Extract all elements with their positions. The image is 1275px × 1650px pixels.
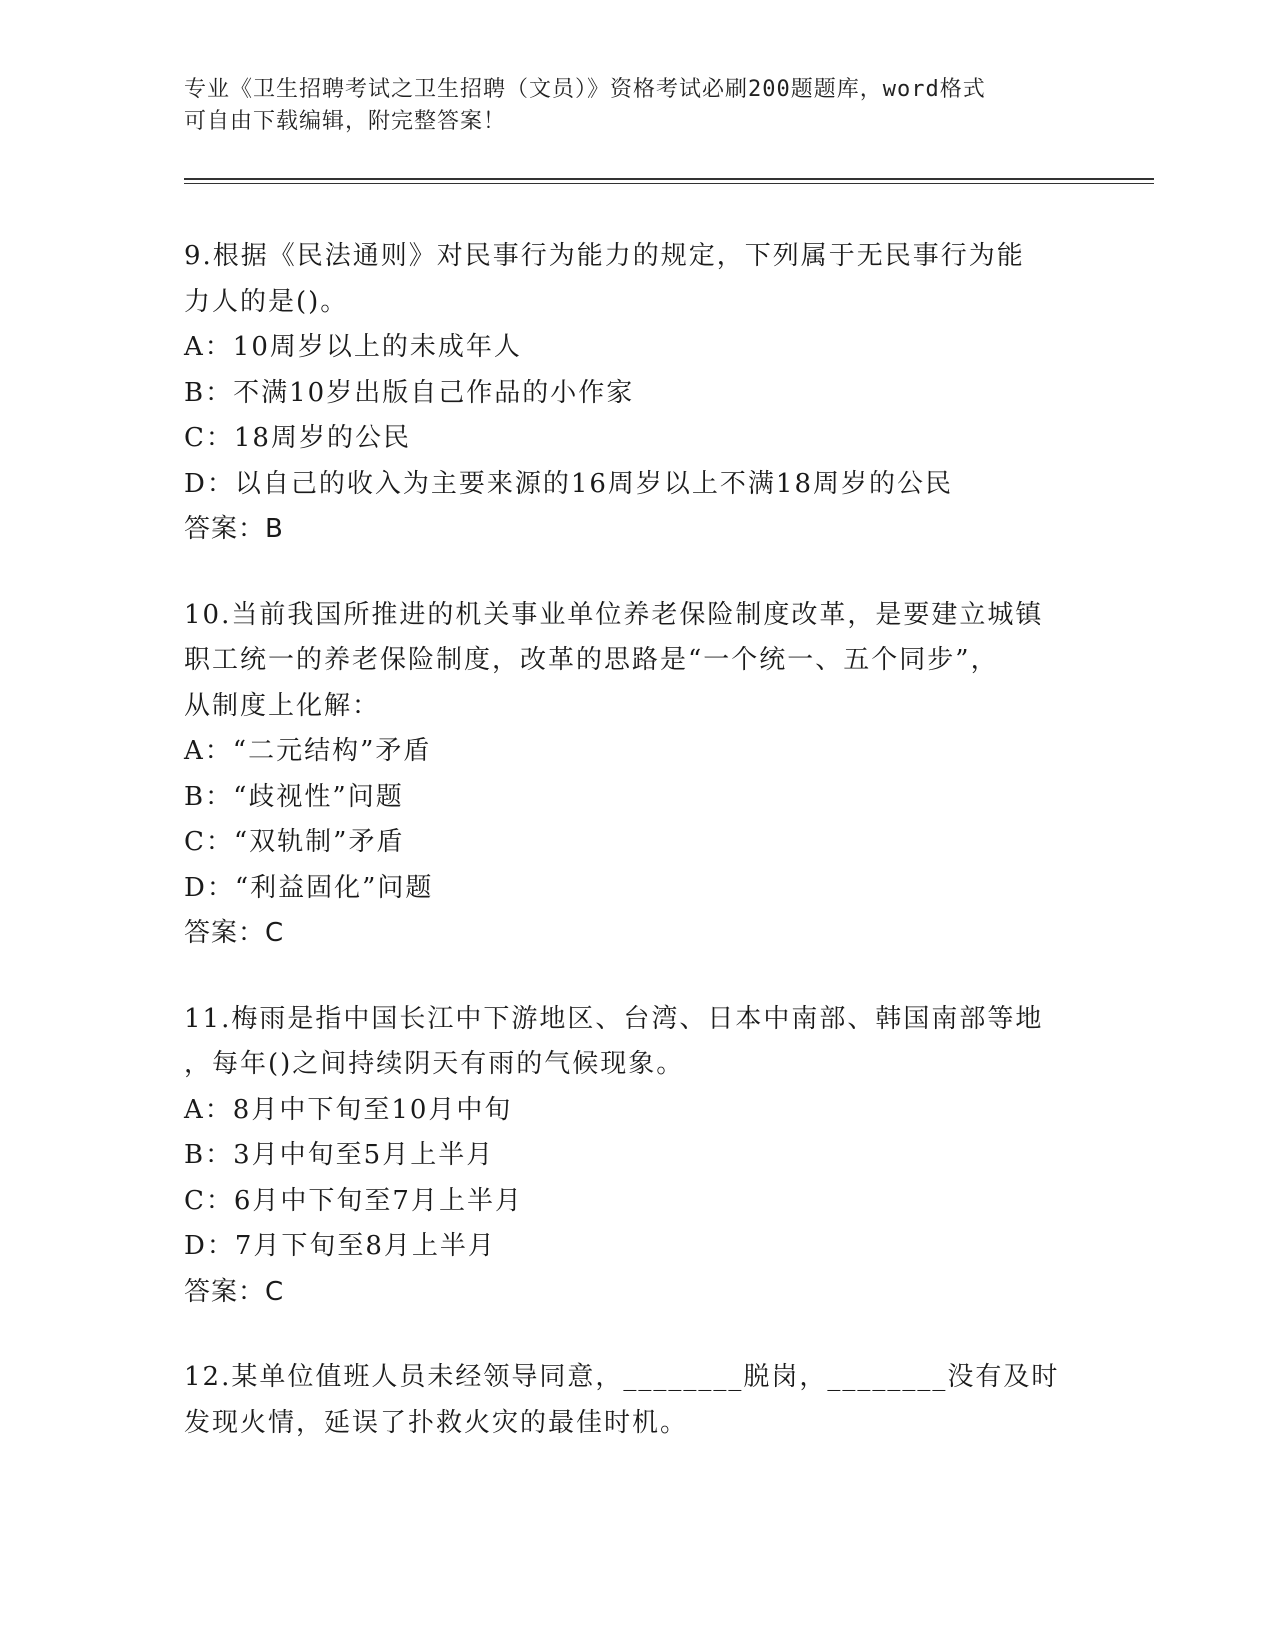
option-d: D：以自己的收入为主要来源的16周岁以上不满18周岁的公民 [184,468,954,499]
option-a: A：“二元结构”矛盾 [184,736,432,766]
question-9 [184,234,1084,553]
question-text: ，每年()之间持续阴天有雨的气候现象。 [184,1049,685,1079]
option-d: D：7月下旬至8月上半月 [184,1231,496,1261]
header-divider-thin [184,183,1154,184]
question-list [184,234,1084,1486]
header-line-2: 可自由下载编辑，附完整答案！ [184,109,507,134]
option-c: C：“双轨制”矛盾 [184,827,405,857]
question-text: 从制度上化解： [184,690,381,721]
option-d: D：“利益固化”问题 [184,872,434,903]
document-header [184,74,1064,138]
question-text: 发现火情，延误了扑救火灾的最佳时机。 [184,1407,689,1438]
option-c: C：6月中下旬至7月上半月 [184,1185,523,1216]
option-b: B：3月中旬至5月上半月 [184,1140,495,1170]
option-b: B：“歧视性”问题 [184,781,404,812]
option-a: A：8月中下旬至10月中旬 [184,1094,513,1125]
question-text: 12.某单位值班人员未经领导同意，________脱岗，________没有及时 [184,1362,1060,1392]
option-c: C：18周岁的公民 [184,423,411,453]
answer-label: 答案：B [184,514,284,544]
answer-label: 答案：C [184,918,285,948]
option-a: A：10周岁以上的未成年人 [184,332,522,362]
question-text: 11.梅雨是指中国长江中下游地区、台湾、日本中南部、韩国南部等地 [184,1003,1044,1034]
question-12 [184,1355,1084,1446]
question-text: 10.当前我国所推进的机关事业单位养老保险制度改革，是要建立城镇 [184,599,1044,630]
question-10 [184,593,1084,957]
option-b: B：不满10岁出版自己作品的小作家 [184,377,635,408]
question-text: 力人的是()。 [184,286,349,317]
answer-label: 答案：C [184,1276,285,1307]
question-11 [184,997,1084,1316]
question-text: 9.根据《民法通则》对民事行为能力的规定，下列属于无民事行为能 [184,241,1025,271]
header-divider-thick [184,178,1154,180]
question-text: 职工统一的养老保险制度，改革的思路是“一个统一、五个同步”， [184,645,999,675]
header-line-1: 专业《卫生招聘考试之卫生招聘（文员）》资格考试必刷200题题库，word格式 [184,77,986,102]
